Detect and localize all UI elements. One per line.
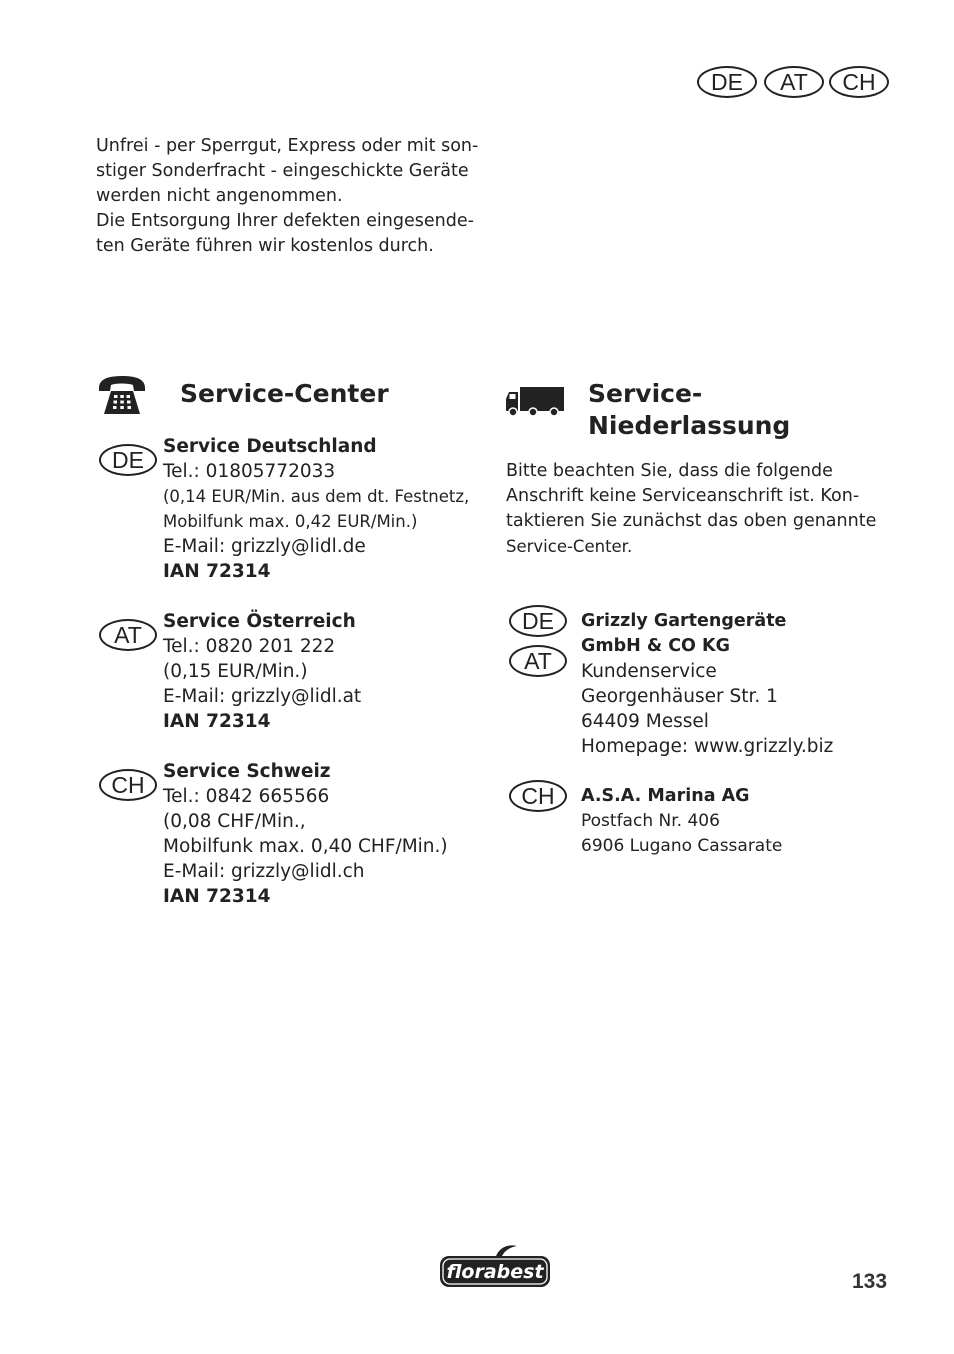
address-name-line: Grizzly Gartengeräte: [581, 611, 787, 631]
heading-line: Service-: [588, 379, 703, 408]
entry-line: E-Mail: grizzly@lidl.at: [163, 686, 362, 707]
service-center-heading: Service-Center: [180, 379, 389, 408]
entry-ian: IAN 72314: [163, 711, 271, 732]
address-line: Kundenservice: [581, 661, 717, 682]
intro-paragraph: [96, 134, 478, 259]
entry-ian: IAN 72314: [163, 561, 271, 582]
country-badge-ch: CH: [99, 769, 157, 801]
country-badge-de: DE: [99, 444, 157, 476]
service-branch-heading: [588, 378, 790, 442]
branch-address-ch: [581, 784, 782, 859]
entry-title: Service Österreich: [163, 611, 356, 632]
heading-line: Niederlassung: [588, 411, 791, 440]
entry-line: E-Mail: grizzly@lidl.de: [163, 536, 366, 557]
service-entry-ch: [163, 759, 448, 909]
entry-line: E-Mail: grizzly@lidl.ch: [163, 861, 365, 882]
entry-line: Tel.: 0820 201 222: [163, 636, 336, 657]
notice-line: Bitte beachten Sie, dass die folgende: [506, 461, 833, 481]
country-badge-ch: CH: [829, 66, 889, 98]
address-line: Homepage: www.grizzly.biz: [581, 736, 834, 757]
entry-line: Mobilfunk max. 0,40 CHF/Min.): [163, 836, 448, 857]
country-badge-de: DE: [509, 605, 567, 637]
entry-line: (0,14 EUR/Min. aus dem dt. Festnetz,: [163, 487, 470, 506]
notice-line: taktieren Sie zunächst das oben genannte: [506, 511, 877, 531]
entry-title: Service Deutschland: [163, 436, 377, 457]
country-badge-de: DE: [697, 66, 757, 98]
address-name-line: A.S.A. Marina AG: [581, 786, 750, 806]
brand-text: florabest: [446, 1261, 544, 1283]
intro-line: Die Entsorgung Ihrer defekten eingesende-: [96, 211, 474, 231]
country-badge-at: AT: [764, 66, 824, 98]
intro-line: ten Geräte führen wir kostenlos durch.: [96, 236, 434, 256]
intro-line: werden nicht angenommen.: [96, 186, 343, 206]
entry-ian: IAN 72314: [163, 886, 271, 907]
page-number: 133: [852, 1270, 888, 1293]
entry-line: Tel.: 01805772033: [163, 461, 336, 482]
service-entry-de: [163, 434, 469, 584]
intro-line: Unfrei - per Sperrgut, Express oder mit son-: [96, 136, 479, 156]
branch-notice: [506, 459, 876, 559]
address-line: 64409 Messel: [581, 711, 709, 732]
address-name-line: GmbH & CO KG: [581, 636, 730, 656]
service-entry-at: [163, 609, 361, 734]
entry-line: (0,08 CHF/Min.,: [163, 811, 306, 832]
address-line: Georgenhäuser Str. 1: [581, 686, 778, 707]
entry-line: Tel.: 0842 665566: [163, 786, 330, 807]
address-line: Postfach Nr. 406: [581, 811, 720, 831]
notice-line: Service-Center.: [506, 537, 633, 556]
florabest-logo: [438, 1244, 552, 1290]
telephone-icon: [96, 374, 148, 416]
entry-line: (0,15 EUR/Min.): [163, 661, 308, 682]
country-badge-ch: CH: [509, 780, 567, 812]
address-line: 6906 Lugano Cassarate: [581, 836, 783, 856]
truck-icon: [505, 386, 565, 418]
entry-title: Service Schweiz: [163, 761, 331, 782]
intro-line: stiger Sonderfracht - eingeschickte Geräte: [96, 161, 469, 181]
branch-address-de-at: [581, 609, 833, 759]
country-badge-at: AT: [99, 619, 157, 651]
notice-line: Anschrift keine Serviceanschrift ist. Kon-: [506, 486, 860, 506]
entry-line: Mobilfunk max. 0,42 EUR/Min.): [163, 512, 418, 531]
country-badge-at: AT: [509, 645, 567, 677]
